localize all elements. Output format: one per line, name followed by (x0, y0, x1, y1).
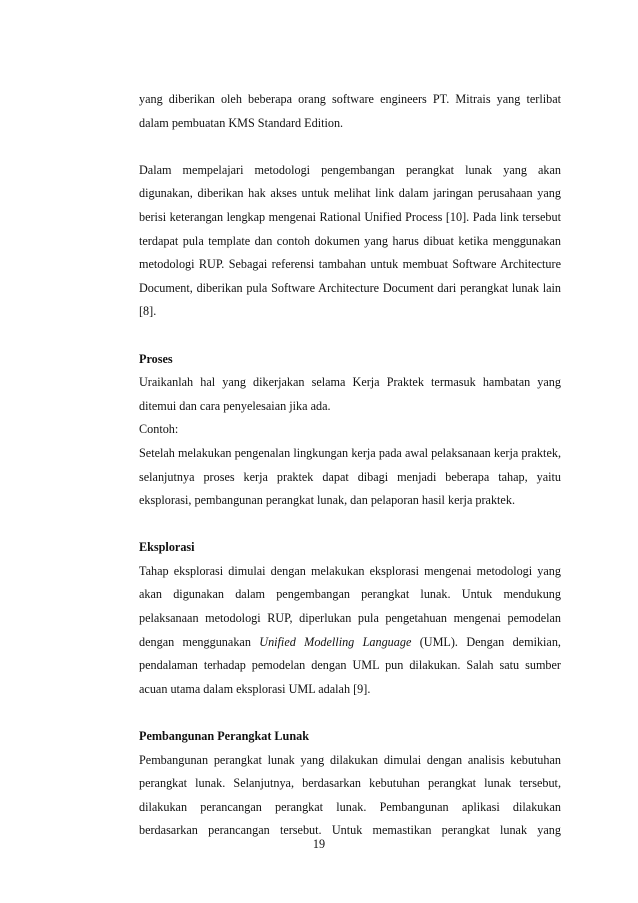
heading-pembangunan: Pembangunan Perangkat Lunak (139, 729, 309, 744)
paragraph-methodology: Dalam mempelajari metodologi pengembangan perangkat lunak yang akan digunakan, diberikan hak akses untuk melihat link dalam jaringan perusahaan yang berisi keterangan lengkap mengenai Rational Unified Process [10]. Pada link tersebut terdapat pula template dan contoh dokumen yang harus dibuat ketika menggunakan metodologi RUP. Sebagai referensi tambahan untuk membuat Software Architecture Document, diberikan pula Software Architecture Document dari perangkat lunak lain [8]. (139, 162, 561, 319)
paragraph-gap (139, 513, 561, 537)
eksplorasi-italic-term: Unified Modelling Language (259, 634, 412, 649)
eksplorasi-text-before: Tahap eksplorasi dimulai dengan melakukan eksplorasi mengenai metodologi yang akan digunakan dalam pengembangan perangkat lunak. Untuk mendukung pelaksanaan metodologi RUP, diperlukan pula pengetahuan mengenai pemodelan dengan menggunakan (139, 563, 561, 649)
example-label: Contoh: (139, 422, 179, 437)
paragraph-proses-intro: Uraikanlah hal yang dikerjakan selama Kerja Praktek termasuk hambatan yang ditemui dan cara penyelesaian jika ada. (139, 375, 561, 413)
paragraph-eksplorasi-body (139, 560, 561, 702)
paragraph-proses-body: Setelah melakukan pengenalan lingkungan kerja pada awal pelaksanaan kerja praktek, selanjutnya proses kerja praktek dapat dibagi menjadi beberapa tahap, yaitu eksplorasi, pembangunan perangkat lunak, dan pelaporan hasil kerja praktek. (139, 445, 561, 508)
paragraph-pembangunan-body: Pembangunan perangkat lunak yang dilakukan dimulai dengan analisis kebutuhan perangkat lunak. Selanjutnya, berdasarkan kebutuhan perangkat lunak tersebut, dilakukan perancangan perangkat lunak. Pembangunan aplikasi dilakukan berdasarkan perancangan tersebut. Untuk memastikan perangkat lunak yang (139, 752, 561, 838)
heading-eksplorasi: Eksplorasi (139, 540, 195, 555)
paragraph-continuation: yang diberikan oleh beberapa orang software engineers PT. Mitrais yang terlibat dalam pembuatan KMS Standard Edition. (139, 92, 561, 130)
paragraph-gap (139, 135, 561, 159)
paragraph-gap (139, 324, 561, 348)
page-number: 19 (312, 837, 326, 851)
paragraph-gap (139, 701, 561, 725)
document-page (139, 88, 561, 843)
eksplorasi-text-after: (UML). Dengan demikian, pendalaman terhadap pemodelan dengan UML pun dilakukan. Salah satu sumber acuan utama dalam eksplorasi UML adalah [9]. (139, 634, 561, 696)
heading-proses: Proses (139, 351, 173, 366)
